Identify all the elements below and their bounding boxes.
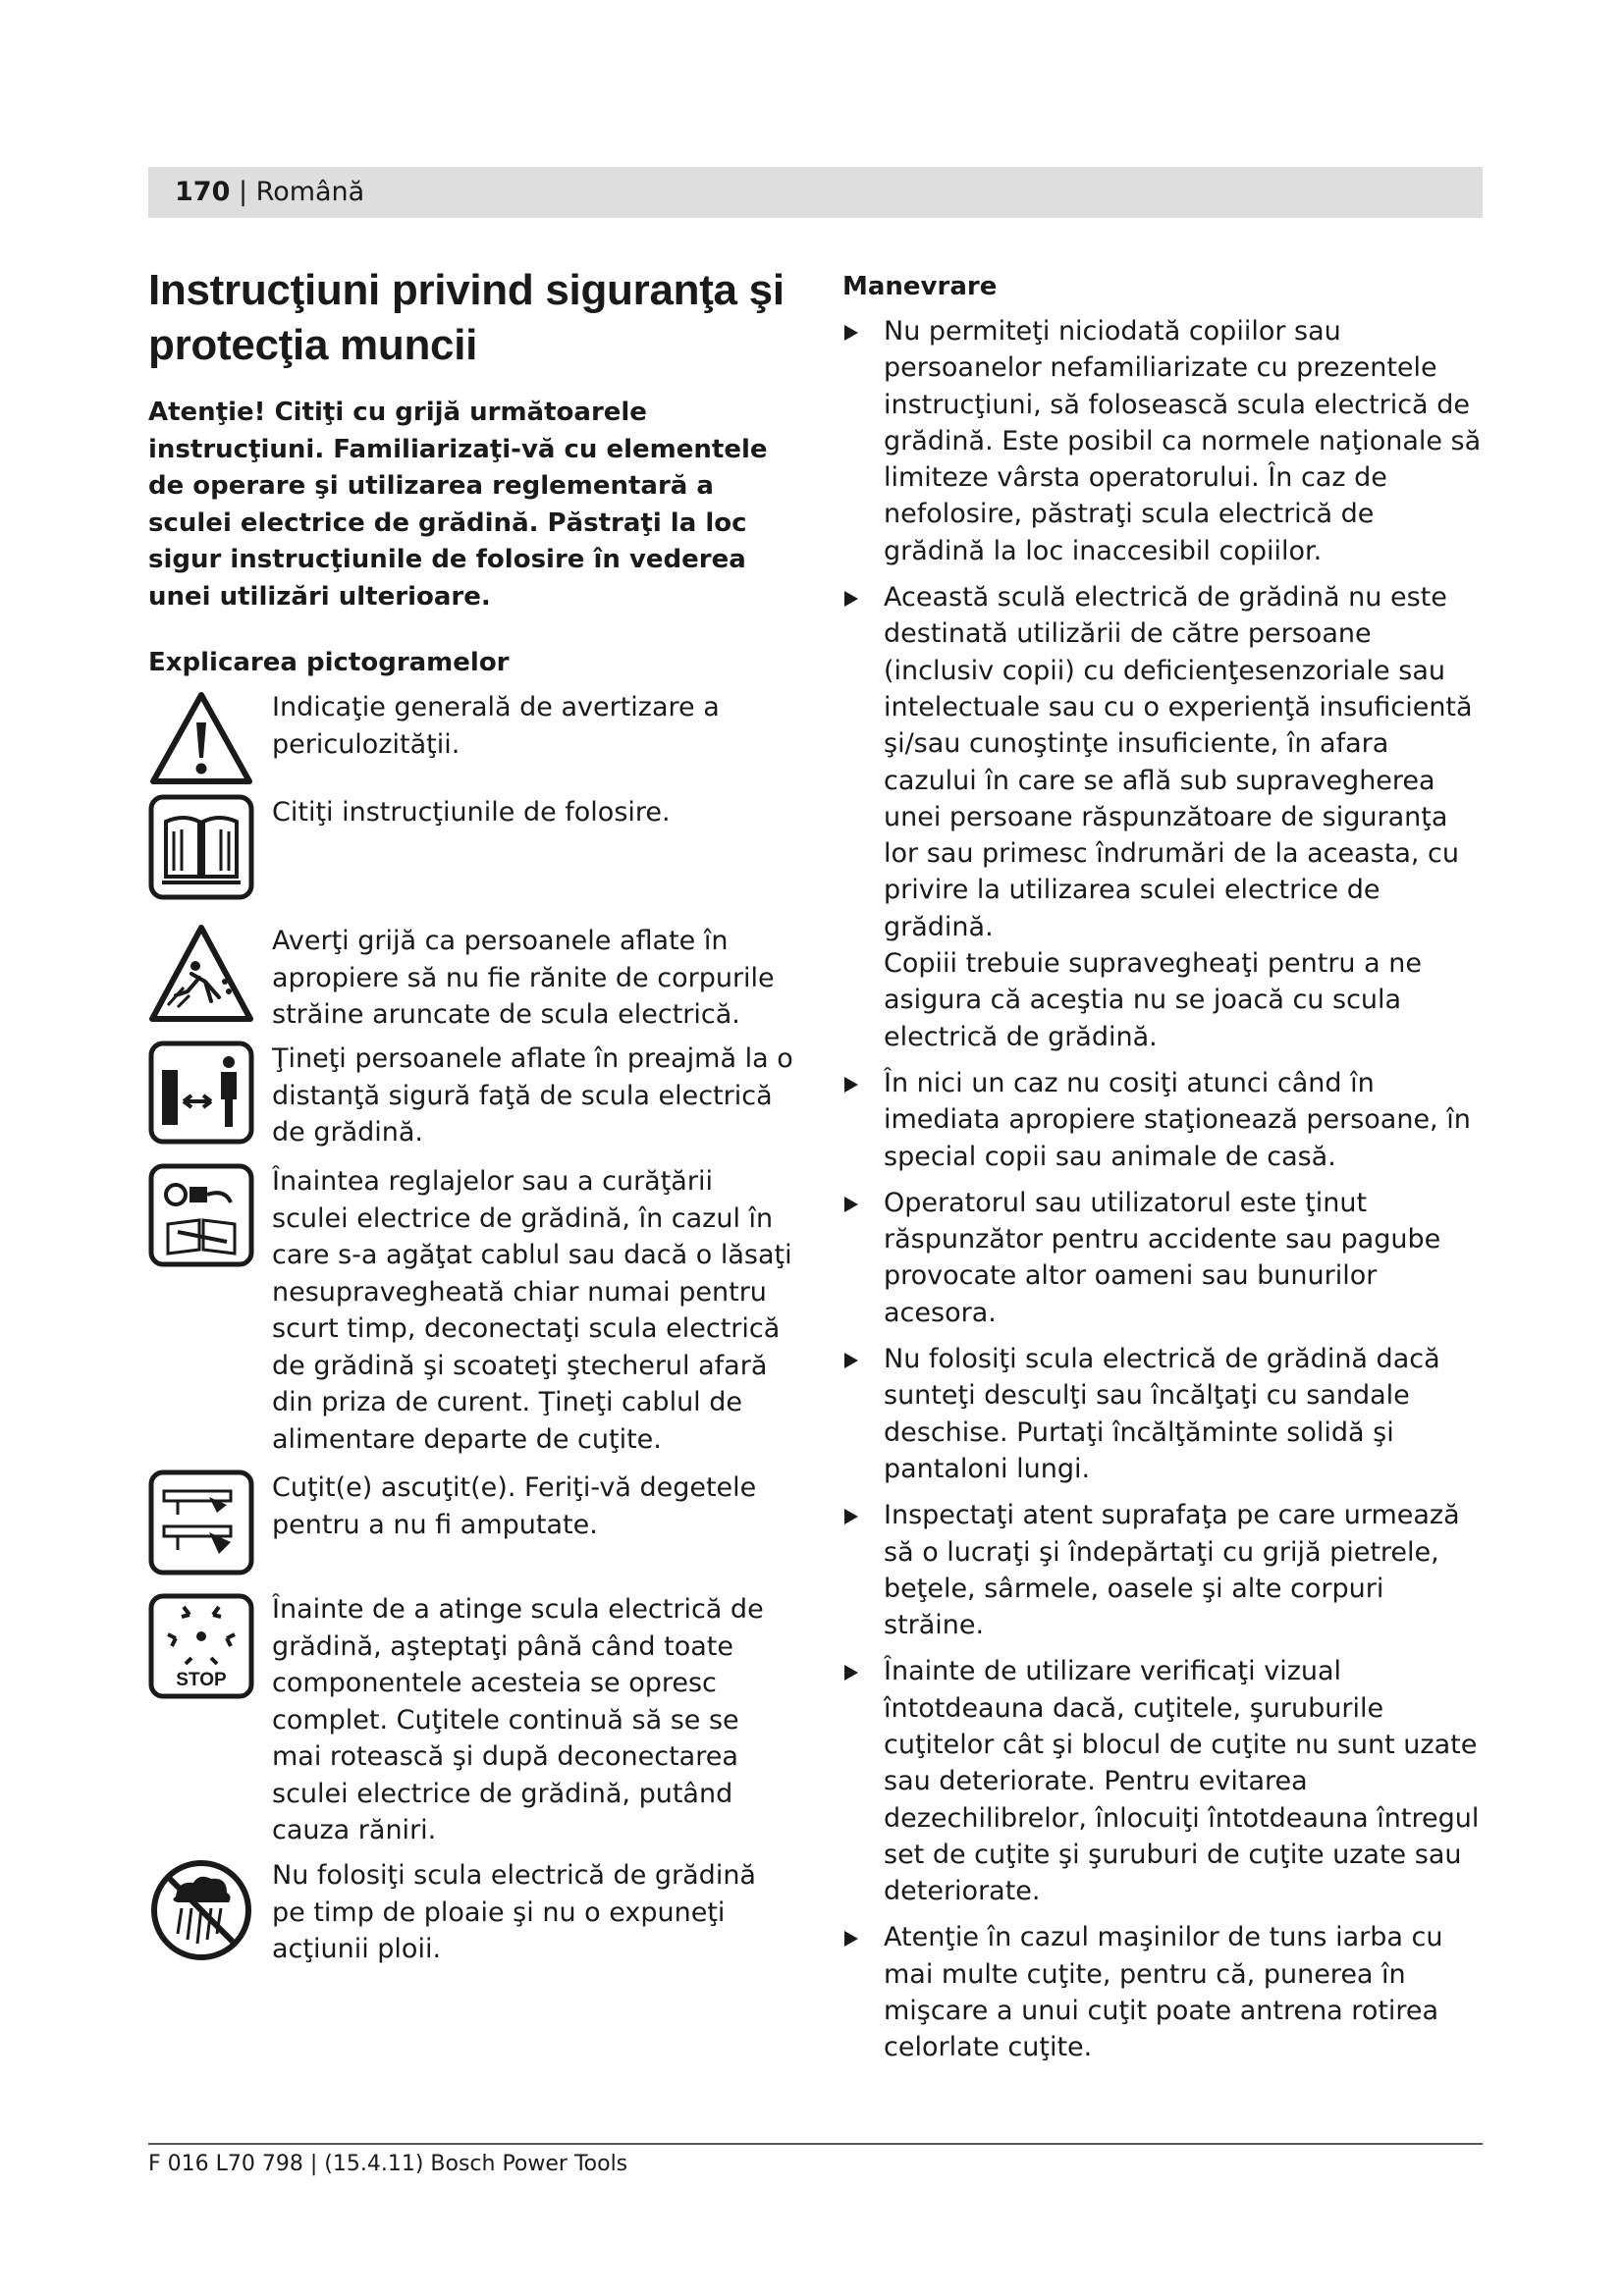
pictograms-heading: Explicarea pictogramelor [148, 648, 510, 677]
pictogram-row [148, 1041, 796, 1163]
bullet-arrow-icon [844, 1665, 858, 1681]
sharp-blades-icon [148, 1469, 254, 1575]
thrown-objects-icon [148, 923, 254, 1025]
list-item: Atenţie în cazul maşinilor de tuns iarba cu mai multe cuţite, pentru că, punerea în mişcare a unui cuţit poate antrena rotirea celorlate cuţite. [842, 1919, 1483, 2065]
footer-rule [148, 2143, 1483, 2145]
pictogram-text: Citiţi instrucţiunile de folosire. [272, 797, 671, 828]
pictogram-text: Indicaţie generală de avertizare a periculozităţii. [272, 692, 720, 760]
list-item: În nici un caz nu cosiţi atunci când în imediata apropiere staţionează persoane, în special copii sau animale de casă. [842, 1065, 1483, 1175]
pictogram-text: Averţi grijă ca persoanele aflate în apropiere să nu fie rănite de corpurile străine aruncate de scula electrică. [272, 926, 775, 1030]
pictogram-row [148, 923, 796, 1041]
header-language: Română [255, 177, 365, 207]
pictogram-text: Ţineţi persoanele aflate în preajmă la o distanţă sigură faţă de scula electrică de grădină. [272, 1043, 793, 1148]
pictogram-row [148, 1469, 796, 1591]
handling-list [842, 313, 1483, 2066]
page-footer: F 016 L70 798 | (15.4.11) Bosch Power Tools [148, 2152, 628, 2176]
pictogram-text: Cuţit(e) ascuţit(e). Feriţi-vă degetele pentru a nu fi amputate. [272, 1472, 757, 1540]
pictogram-row [148, 1591, 796, 1857]
pictogram-text: Înainte de a atinge scula electrică de grădină, aşteptaţi până când toate componentele acesteia se opresc complet. Cuţitele continuă să se se mai rotească şi după deconectarea sculei electrice de grădină, putând cauza răniri. [272, 1594, 764, 1845]
list-item: Nu permiteţi niciodată copiilor sau persoanelor nefamiliarizate cu prezentele instrucţiuni, să folosească scula electrică de grădină. Este posibil ca normele naţionale să limiteze vârsta operatorului. În caz de nefolosire, păstraţi scula electrică de grădină la loc inaccesibil copiilor. [842, 313, 1483, 569]
page-title: Instrucţiuni privind siguranţa şi protecţia muncii [148, 266, 785, 369]
unplug-icon [148, 1163, 254, 1267]
pictogram-row [148, 689, 796, 794]
bullet-arrow-icon [844, 1077, 858, 1093]
bullet-arrow-icon [844, 325, 858, 341]
list-item-note: Copiii trebuie supravegheaţi pentru a ne asigura că aceştia nu se joacă cu scula electrică de grădină. [884, 948, 1422, 1052]
list-item: Operatorul sau utilizatorul este ţinut răspunzător pentru accidente sau pagube provocate altor oameni sau bunurilor acesora. [842, 1185, 1483, 1331]
safe-distance-icon [148, 1041, 254, 1145]
page-header [148, 167, 1483, 218]
pictogram-row [148, 794, 796, 923]
bullet-arrow-icon [844, 1353, 858, 1368]
handling-heading: Manevrare [842, 272, 998, 301]
manual-book-icon [148, 794, 254, 900]
header-separator: | [230, 177, 256, 207]
list-item: Inspectaţi atent suprafaţa pe care urmează să o lucraţi şi îndepărtaţi cu grijă pietrele, beţele, sârmele, oasele şi alte corpuri străine. [842, 1497, 1483, 1643]
list-item: Această sculă electrică de grădină nu este destinată utilizării de către persoane (inclusiv copii) cu deficienţesenzoriale sau intelectuale sau cu o experienţă insuficientă şi/sau cunoştinţe insuficiente, în afara cazului în care se află sub supravegherea unei persoane răspunzătoare de siguranţa lor sau primesc îndrumări de la aceasta, cu privire la utilizarea sculei electrice de grădină. Copiii trebuie supravegheaţi pentru a ne asigura că aceştia nu se joacă cu scula electrică de grădină. [842, 579, 1483, 1055]
wait-stop-icon [148, 1593, 254, 1699]
right-column [842, 269, 1483, 2076]
bullet-arrow-icon [844, 1931, 858, 1947]
list-item: Înainte de utilizare verificaţi vizual întotdeauna dacă, cuţitele, şuruburile cuţitelor cât şi blocul de cuţite nu sunt uzate sau deteriorate. Pentru evitarea dezechilibrelor, înlocuiţi întotdeauna întregul set de cuţite şi şuruburi de cuţite uzate sau deteriorate. [842, 1653, 1483, 1909]
pictogram-text: Înaintea reglajelor sau a curăţării sculei electrice de grădină, în cazul în care s-a agăţat cablul sau dacă o lăsaţi nesupravegheată chiar numai pentru scurt timp, deconectaţi scula electrică de grădină şi scoateţi ştecherul afară din priza de curent. Ţineţi cablul de alimentare departe de cuţite. [272, 1166, 792, 1455]
pictogram-row [148, 1857, 796, 1965]
list-item: Nu folosiţi scula electrică de grădină dacă sunteţi desculţi sau încălţaţi cu sandale deschise. Purtaţi încălţăminte solidă şi pantaloni lungi. [842, 1341, 1483, 1487]
intro-warning: Atenţie! Citiţi cu grijă următoarele instrucţiuni. Familiarizaţi-vă cu elementele de operare şi utilizarea reglementară a sculei electrice de grădină. Păstraţi la loc sigur instrucţiunile de folosire în vederea unei utilizări ulterioare. [148, 398, 768, 612]
pictogram-text: Nu folosiţi scula electrică de grădină pe timp de ploaie şi nu o expuneţi acţiunii ploii. [272, 1860, 756, 1964]
page-number: 170 [175, 177, 231, 207]
pictogram-row [148, 1163, 796, 1469]
bullet-arrow-icon [844, 591, 858, 607]
bullet-arrow-icon [844, 1197, 858, 1212]
no-rain-icon [148, 1857, 254, 1963]
warning-triangle-icon [148, 689, 254, 787]
stop-label: STOP [176, 1670, 227, 1690]
bullet-arrow-icon [844, 1509, 858, 1524]
left-column [148, 263, 796, 1965]
